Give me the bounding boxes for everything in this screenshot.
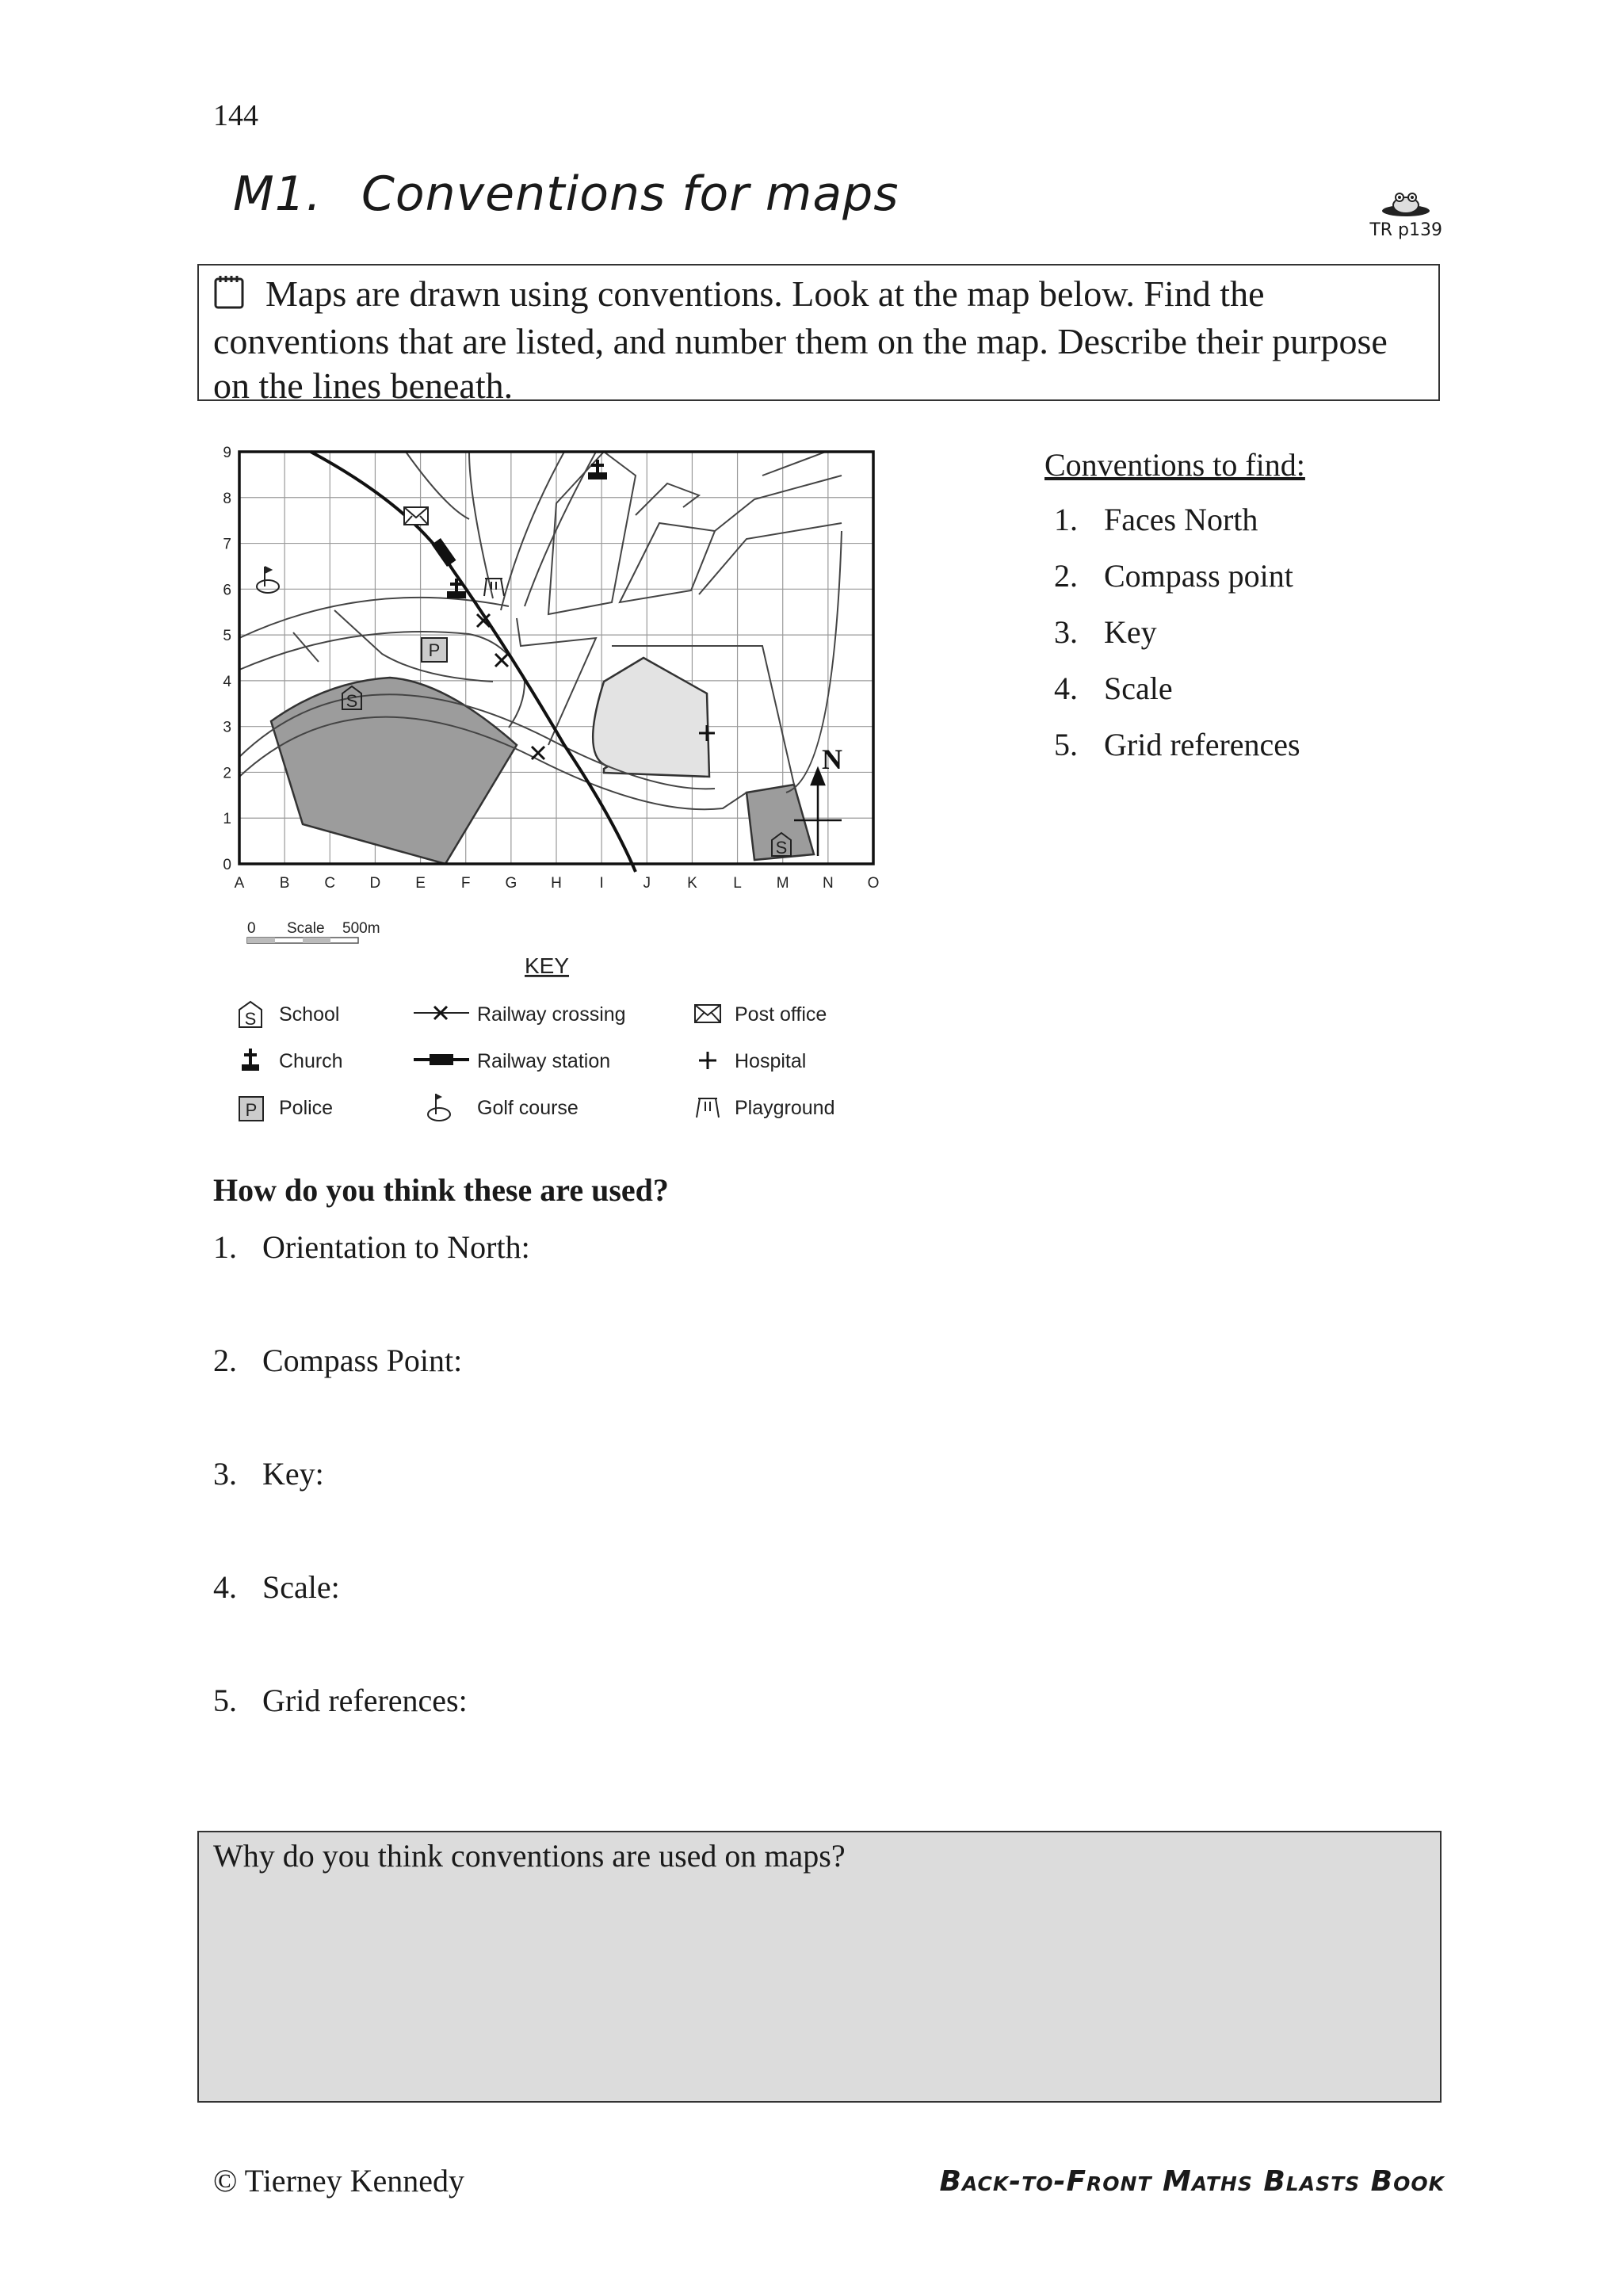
x-tick-label: D	[369, 875, 381, 892]
key-item-label: Railway crossing	[477, 1003, 626, 1026]
convention-item: 5. Grid references	[1054, 727, 1300, 762]
x-tick-label: A	[234, 875, 245, 892]
key-item	[697, 1097, 834, 1119]
x-tick-label: J	[643, 875, 651, 892]
key-item	[414, 1050, 610, 1072]
svg-text:P: P	[428, 640, 441, 660]
svg-text:0: 0	[247, 920, 256, 937]
railway-station-icon	[414, 1054, 469, 1065]
convention-item: 2. Compass point	[1054, 558, 1293, 594]
x-tick-label: E	[415, 875, 426, 892]
school-area-left	[271, 678, 517, 864]
reflection-box[interactable]	[197, 1831, 1442, 2103]
y-tick-label: 7	[223, 536, 231, 553]
north-label: N	[822, 743, 842, 775]
teacher-reference-label: TR p139	[1369, 220, 1442, 240]
reflection-prompt: Why do you think conventions are used on maps?	[213, 1838, 846, 1874]
school-icon	[239, 1002, 262, 1029]
svg-text:Scale: Scale	[287, 920, 325, 937]
y-tick-label: 9	[223, 445, 231, 461]
convention-item: 4. Scale	[1054, 670, 1173, 706]
key-item	[699, 1050, 806, 1072]
svg-text:P: P	[245, 1100, 258, 1120]
post-office-icon	[695, 1005, 720, 1022]
key-item	[414, 1003, 626, 1026]
key-item	[695, 1003, 827, 1026]
key-item-label: School	[279, 1003, 340, 1026]
police-map-icon	[422, 638, 447, 662]
x-tick-label: G	[505, 875, 517, 892]
copyright: © Tierney Kennedy	[213, 2163, 465, 2199]
question-item[interactable]: 5. Grid references:	[213, 1683, 468, 1718]
y-tick-label: 0	[223, 857, 231, 873]
svg-text:S: S	[244, 1009, 257, 1029]
map-y-ticks	[223, 445, 231, 873]
conventions-heading: Conventions to find:	[1044, 447, 1305, 483]
questions-heading: How do you think these are used?	[213, 1172, 669, 1208]
svg-text:S: S	[775, 838, 788, 858]
y-tick-label: 5	[223, 628, 231, 645]
key-item-label: Playground	[735, 1097, 835, 1119]
key-item-label: Hospital	[735, 1050, 807, 1072]
convention-item: 1. Faces North	[1054, 502, 1258, 537]
railway-crossing-icon	[414, 1007, 469, 1019]
key-item-label: Church	[279, 1050, 343, 1072]
key-item	[239, 1097, 333, 1121]
teacher-reference	[1369, 190, 1442, 240]
railway-station-marker	[432, 538, 456, 567]
golf-course-icon	[428, 1094, 450, 1121]
scale-bar	[247, 920, 380, 943]
church-map-icon-2	[447, 579, 466, 598]
post-office-map-icon	[404, 507, 428, 525]
police-icon	[239, 1097, 263, 1121]
x-tick-label: N	[822, 875, 834, 892]
y-tick-label: 2	[223, 765, 231, 782]
x-tick-label: C	[324, 875, 336, 892]
key-item	[242, 1049, 343, 1072]
question-item[interactable]: 1. Orientation to North:	[213, 1229, 530, 1265]
instructions-box	[197, 264, 1440, 406]
page-number: 144	[213, 99, 258, 132]
key-item-label: Railway station	[477, 1050, 611, 1072]
key-item	[428, 1094, 579, 1121]
question-item[interactable]: 3. Key:	[213, 1456, 324, 1492]
x-tick-label: M	[776, 875, 789, 892]
svg-text:500m: 500m	[342, 920, 380, 937]
question-item[interactable]: 2. Compass Point:	[213, 1343, 463, 1378]
question-item[interactable]: 4. Scale:	[213, 1569, 340, 1605]
map-key	[239, 1002, 834, 1121]
book-title: Back-to-Front Maths Blasts Book	[939, 2165, 1445, 2198]
x-tick-label: B	[279, 875, 290, 892]
playground-icon	[697, 1098, 719, 1117]
svg-text:S: S	[346, 691, 358, 711]
page-title	[233, 166, 899, 222]
playground-map-icon	[484, 579, 504, 596]
x-tick-label: O	[867, 875, 880, 892]
notebook-icon	[213, 274, 245, 319]
x-tick-label: H	[551, 875, 562, 892]
title-number: M1.	[233, 166, 323, 222]
x-tick-label: K	[687, 875, 697, 892]
key-item-label: Post office	[735, 1003, 827, 1026]
instructions-text: Maps are drawn using conventions. Look at the map below. Find the conventions that are listed, and number them on the map. Describe their purpose on the lines beneath.	[213, 273, 1388, 406]
y-tick-label: 4	[223, 673, 231, 690]
y-tick-label: 3	[223, 719, 231, 736]
x-tick-label: I	[599, 875, 604, 892]
key-item-label: Golf course	[477, 1097, 579, 1119]
y-tick-label: 6	[223, 582, 231, 599]
x-tick-label: L	[733, 875, 742, 892]
x-tick-label: F	[460, 875, 471, 892]
frog-mascot-icon	[1378, 190, 1434, 219]
map-x-ticks	[235, 875, 880, 892]
y-tick-label: 8	[223, 490, 231, 507]
key-item-label: Police	[279, 1097, 334, 1119]
key-title: KEY	[524, 953, 570, 978]
key-item	[239, 1002, 339, 1029]
map-figure	[208, 444, 905, 1141]
convention-item: 3. Key	[1054, 614, 1157, 650]
church-icon	[242, 1049, 259, 1071]
hospital-icon	[699, 1052, 716, 1069]
title-text: Conventions for maps	[361, 166, 899, 222]
y-tick-label: 1	[223, 811, 231, 828]
